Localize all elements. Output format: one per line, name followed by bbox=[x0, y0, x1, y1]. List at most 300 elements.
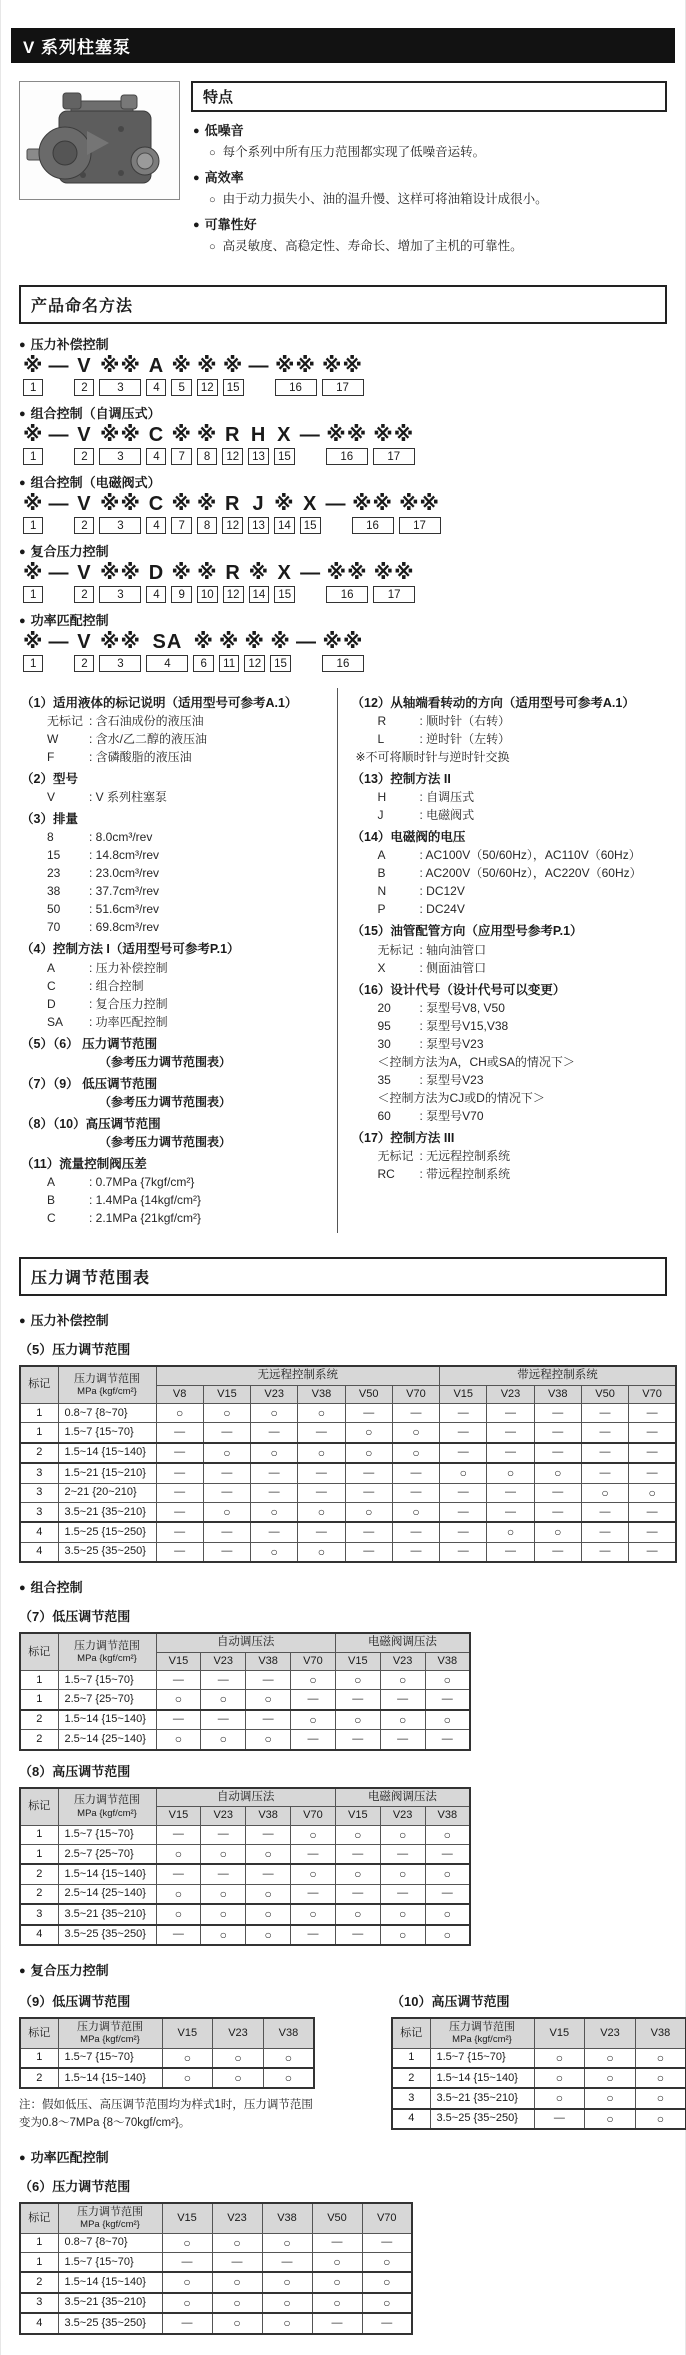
code-position-box: 1 bbox=[23, 586, 43, 603]
availability-cell: ○ bbox=[201, 1904, 246, 1924]
code-position-box bbox=[48, 655, 69, 672]
range-cell: 3.5~21 {35~210} bbox=[58, 1502, 156, 1522]
mark-cell: 1 bbox=[20, 2048, 58, 2068]
feature-label: ● 低噪音 bbox=[193, 123, 244, 138]
availability-cell: ○ bbox=[251, 1403, 298, 1422]
spec-key: J bbox=[377, 808, 384, 823]
code-unit bbox=[146, 562, 166, 603]
feature-description: ○ 高灵敏度、高稳定性、寿命长、增加了主机的可靠性。 bbox=[209, 239, 523, 253]
code-position-box: 8 bbox=[197, 517, 217, 534]
code-symbol: ※※ bbox=[373, 562, 415, 584]
availability-cell: ○ bbox=[162, 2293, 212, 2313]
availability-cell: ○ bbox=[534, 2088, 585, 2108]
code-symbol: — bbox=[300, 562, 322, 584]
availability-cell: ○ bbox=[345, 1423, 392, 1443]
model-code bbox=[23, 424, 667, 465]
availability-cell: ○ bbox=[201, 1925, 246, 1945]
code-unit bbox=[296, 631, 317, 672]
mark-cell: 2 bbox=[20, 2068, 58, 2088]
availability-cell: — bbox=[335, 1925, 380, 1945]
circle-bullet-icon: ○ bbox=[209, 147, 216, 159]
code-section-label: ● 压力补偿控制 bbox=[19, 337, 109, 352]
range-cell: 3.5~21 {35~210} bbox=[58, 1904, 156, 1924]
code-unit bbox=[171, 562, 191, 603]
availability-cell: — bbox=[156, 1864, 201, 1884]
table-body bbox=[20, 2048, 314, 2088]
availability-cell: — bbox=[380, 1730, 425, 1750]
code-symbol: ※ bbox=[196, 493, 218, 515]
code-unit bbox=[193, 631, 213, 672]
code-unit bbox=[373, 424, 415, 465]
spec-line: 30 : 泵型号V23 bbox=[377, 1036, 484, 1051]
spec-column-right bbox=[337, 688, 668, 1233]
availability-cell: — bbox=[291, 1845, 336, 1865]
code-symbol: C bbox=[148, 424, 165, 446]
table-caption: （8）高压调节范围 bbox=[19, 1763, 131, 1779]
code-unit bbox=[326, 424, 368, 465]
code-symbol: ※※ bbox=[100, 631, 141, 653]
range-cell: 3.5~25 {35~250} bbox=[58, 1925, 156, 1945]
code-unit bbox=[197, 493, 217, 534]
table-caption: （9）低压调节范围 bbox=[19, 1993, 131, 2009]
code-unit bbox=[219, 631, 239, 672]
spec-item-title: （14）电磁阀的电压 bbox=[351, 830, 466, 845]
spec-line: 无标记 : 轴向油管口 bbox=[377, 942, 487, 957]
spec-key: 无标记 bbox=[377, 942, 414, 957]
code-unit bbox=[48, 631, 69, 672]
range-cell: 3.5~25 {35~250} bbox=[58, 2313, 162, 2333]
availability-cell: ○ bbox=[392, 1443, 439, 1463]
code-unit bbox=[270, 631, 291, 672]
code-symbol: V bbox=[77, 493, 92, 515]
table-row bbox=[20, 1483, 676, 1502]
availability-cell: ○ bbox=[212, 2313, 262, 2333]
header-row bbox=[20, 2018, 314, 2048]
code-position-box: 16 bbox=[326, 448, 368, 465]
spec-line: C : 组合控制 bbox=[47, 978, 144, 993]
availability-cell: — bbox=[246, 1710, 291, 1730]
availability-cell: ○ bbox=[246, 1904, 291, 1924]
availability-cell: — bbox=[534, 1483, 581, 1502]
pressure-range-table bbox=[19, 1787, 471, 1946]
mark-cell: 1 bbox=[20, 1845, 58, 1865]
code-position-box bbox=[326, 517, 347, 534]
spec-key: A bbox=[377, 848, 386, 863]
code-unit bbox=[274, 562, 295, 603]
availability-cell: ○ bbox=[156, 1403, 203, 1422]
availability-cell: ○ bbox=[162, 2233, 212, 2252]
spec-list bbox=[19, 688, 667, 1233]
spec-line: R : 顺时针（右转） bbox=[377, 714, 511, 729]
range-header-line2: MPa {kgf/cm²} bbox=[452, 2034, 512, 2046]
availability-cell: ○ bbox=[246, 1884, 291, 1904]
features-content bbox=[191, 81, 667, 261]
availability-cell: ○ bbox=[298, 1443, 345, 1463]
spec-key: W bbox=[47, 732, 59, 747]
spec-item-title: （11）流量控制阀压差 bbox=[21, 1156, 147, 1171]
availability-cell: — bbox=[156, 1423, 203, 1443]
availability-cell: ○ bbox=[201, 1690, 246, 1710]
code-position-box: 12 bbox=[244, 655, 265, 672]
model-header-cell: V38 bbox=[425, 1807, 470, 1825]
pressure-range-table-block bbox=[19, 2176, 667, 2335]
availability-cell: ○ bbox=[425, 1710, 470, 1730]
availability-cell: — bbox=[629, 1502, 676, 1522]
availability-cell: ○ bbox=[262, 2233, 312, 2252]
pressure-range-table bbox=[19, 1632, 471, 1751]
model-header-cell: V15 bbox=[534, 2018, 585, 2048]
bullet-icon: ● bbox=[193, 172, 200, 184]
availability-cell: — bbox=[345, 1483, 392, 1502]
code-symbol: C bbox=[148, 493, 165, 515]
availability-cell: — bbox=[534, 1443, 581, 1463]
bullet-icon: ● bbox=[19, 408, 26, 420]
availability-cell: ○ bbox=[380, 1710, 425, 1730]
code-position-box: 7 bbox=[171, 448, 191, 465]
code-unit bbox=[146, 424, 166, 465]
model-header-cell: V15 bbox=[335, 1652, 380, 1670]
model-header-cell: V38 bbox=[425, 1652, 470, 1670]
group-header-cell: 自动调压法 bbox=[156, 1788, 335, 1807]
availability-cell: — bbox=[312, 2313, 362, 2333]
code-position-box: 17 bbox=[399, 517, 441, 534]
availability-cell: ○ bbox=[534, 2068, 585, 2088]
availability-cell: — bbox=[156, 1443, 203, 1463]
availability-cell: — bbox=[581, 1423, 628, 1443]
code-symbol: R bbox=[225, 493, 241, 515]
code-symbol: — bbox=[48, 493, 70, 515]
code-symbol: ※ bbox=[270, 631, 291, 653]
code-position-box: 7 bbox=[171, 517, 191, 534]
range-cell: 2.5~14 {25~140} bbox=[58, 1884, 156, 1904]
code-symbol: — bbox=[48, 424, 70, 446]
table-row bbox=[20, 1864, 470, 1884]
model-header-cell: V70 bbox=[362, 2203, 412, 2233]
spec-line: X : 侧面油管口 bbox=[377, 960, 487, 975]
spec-key: 15 bbox=[47, 848, 61, 863]
mark-cell: 4 bbox=[392, 2109, 430, 2129]
availability-cell: ○ bbox=[298, 1502, 345, 1522]
availability-cell: — bbox=[440, 1542, 487, 1562]
availability-cell: ○ bbox=[392, 1502, 439, 1522]
availability-cell: ○ bbox=[362, 2252, 412, 2272]
code-symbol: ※ bbox=[222, 355, 244, 377]
table-row bbox=[20, 2313, 412, 2333]
spec-line: ＜控制方法为CJ或D的情况下＞ bbox=[377, 1090, 545, 1105]
mark-cell: 2 bbox=[20, 1730, 58, 1750]
availability-cell: — bbox=[380, 1884, 425, 1904]
availability-cell: ○ bbox=[362, 2272, 412, 2292]
table-header bbox=[20, 2203, 412, 2233]
availability-cell: ○ bbox=[203, 1443, 250, 1463]
code-unit bbox=[171, 424, 191, 465]
code-position-box: 2 bbox=[74, 517, 94, 534]
availability-cell: ○ bbox=[203, 1403, 250, 1422]
spec-key: 50 bbox=[47, 902, 61, 917]
code-position-box: 3 bbox=[99, 448, 141, 465]
group-header-cell: 无远程控制系统 bbox=[156, 1366, 440, 1385]
circle-bullet-icon: ○ bbox=[209, 241, 216, 253]
spec-key: B bbox=[47, 1193, 56, 1207]
tables-holder bbox=[19, 1606, 667, 1946]
availability-cell: — bbox=[534, 1502, 581, 1522]
availability-cell: — bbox=[581, 1522, 628, 1542]
availability-cell: — bbox=[425, 1884, 470, 1904]
spec-line: J : 电磁阀式 bbox=[377, 808, 475, 823]
mark-header-cell: 标记 bbox=[20, 1633, 58, 1670]
availability-cell: ○ bbox=[425, 1904, 470, 1924]
availability-cell: ○ bbox=[201, 1884, 246, 1904]
range-section bbox=[19, 1310, 667, 1563]
spec-line: P : DC24V bbox=[377, 902, 465, 917]
code-symbol: V bbox=[77, 631, 92, 653]
code-position-box: 8 bbox=[197, 448, 217, 465]
range-header-cell bbox=[430, 2018, 534, 2048]
code-unit bbox=[74, 424, 94, 465]
availability-cell: — bbox=[156, 1502, 203, 1522]
code-unit bbox=[249, 562, 270, 603]
code-position-box: 4 bbox=[146, 448, 166, 465]
range-header-line2: MPa {kgf/cm²} bbox=[80, 2034, 140, 2046]
availability-cell: ○ bbox=[246, 1730, 291, 1750]
availability-cell: — bbox=[156, 1825, 201, 1844]
model-code-block bbox=[19, 541, 667, 603]
code-symbol: ※ bbox=[248, 562, 270, 584]
range-header-line2: MPa {kgf/cm²} bbox=[77, 1653, 137, 1664]
range-cell: 0.8~7 {8~70} bbox=[58, 1403, 156, 1422]
code-symbol: V bbox=[77, 562, 92, 584]
availability-cell: — bbox=[201, 1671, 246, 1690]
availability-cell: — bbox=[534, 1423, 581, 1443]
code-position-box: 9 bbox=[171, 586, 191, 603]
code-position-box: 1 bbox=[23, 379, 43, 396]
availability-cell: ○ bbox=[335, 1864, 380, 1884]
availability-cell: — bbox=[629, 1542, 676, 1562]
availability-cell: — bbox=[203, 1542, 250, 1562]
code-position-box: 15 bbox=[274, 586, 295, 603]
range-header-cell bbox=[58, 1366, 156, 1403]
table-caption: （10）高压调节范围 bbox=[391, 1993, 510, 2009]
mark-cell: 3 bbox=[20, 1463, 58, 1483]
code-symbol: ※※ bbox=[326, 424, 368, 446]
code-position-box bbox=[48, 586, 69, 603]
code-symbol: — bbox=[48, 562, 70, 584]
bullet-icon: ● bbox=[19, 2151, 26, 2164]
table-row bbox=[20, 1690, 470, 1710]
table-row bbox=[20, 1884, 470, 1904]
table-header bbox=[20, 1788, 470, 1825]
pump-illustration bbox=[25, 87, 175, 195]
code-unit bbox=[275, 355, 317, 396]
table-caption: （6）压力调节范围 bbox=[19, 2178, 131, 2194]
code-symbol: ※※ bbox=[373, 424, 415, 446]
range-header-cell bbox=[58, 2018, 162, 2048]
availability-cell: ○ bbox=[298, 1403, 345, 1422]
availability-cell: ○ bbox=[335, 1710, 380, 1730]
pressure-range-table bbox=[19, 2202, 413, 2335]
code-position-box: 2 bbox=[74, 586, 94, 603]
model-header-cell: V15 bbox=[162, 2018, 213, 2048]
availability-cell: — bbox=[156, 1671, 201, 1690]
availability-cell: — bbox=[251, 1522, 298, 1542]
range-section-label: ● 功率匹配控制 bbox=[19, 2149, 109, 2165]
availability-cell: — bbox=[203, 1463, 250, 1483]
availability-cell: — bbox=[581, 1463, 628, 1483]
model-header-cell: V15 bbox=[156, 1652, 201, 1670]
model-header-cell: V38 bbox=[534, 1385, 581, 1403]
spec-item-title: （16）设计代号（设计代号可以变更） bbox=[351, 982, 566, 997]
feature-label: ● 可靠性好 bbox=[193, 217, 257, 232]
code-position-box: 17 bbox=[322, 379, 364, 396]
code-unit bbox=[99, 424, 141, 465]
pressure-range-table-block bbox=[19, 1606, 667, 1751]
availability-cell: — bbox=[581, 1443, 628, 1463]
code-unit bbox=[99, 631, 141, 672]
model-header-cell: V23 bbox=[380, 1652, 425, 1670]
availability-cell: ○ bbox=[440, 1463, 487, 1483]
availability-cell: — bbox=[251, 1423, 298, 1443]
availability-cell: — bbox=[201, 1825, 246, 1844]
availability-cell: — bbox=[156, 1522, 203, 1542]
code-symbol: A bbox=[148, 355, 165, 377]
range-cell: 1.5~14 {15~140} bbox=[58, 2068, 162, 2088]
spec-key: R bbox=[377, 714, 387, 729]
spec-line: 35 : 泵型号V23 bbox=[377, 1072, 484, 1087]
range-cell: 3.5~21 {35~210} bbox=[430, 2088, 534, 2108]
availability-cell: ○ bbox=[212, 2272, 262, 2292]
mark-cell: 4 bbox=[20, 2313, 58, 2333]
range-cell: 1.5~7 {15~70} bbox=[58, 1825, 156, 1844]
code-section-label: ● 组合控制（自调压式） bbox=[19, 406, 161, 421]
code-position-box: 2 bbox=[74, 379, 94, 396]
mark-cell: 2 bbox=[20, 1710, 58, 1730]
availability-cell: ○ bbox=[629, 1483, 676, 1502]
spec-line: 38 : 37.7cm³/rev bbox=[47, 884, 160, 899]
model-header-cell: V38 bbox=[262, 2203, 312, 2233]
range-cell: 1.5~7 {15~70} bbox=[430, 2048, 534, 2068]
mark-cell: 4 bbox=[20, 1522, 58, 1542]
availability-cell: ○ bbox=[335, 1904, 380, 1924]
availability-cell: — bbox=[425, 1730, 470, 1750]
bullet-icon: ● bbox=[19, 1964, 26, 1977]
mark-cell: 3 bbox=[20, 2293, 58, 2313]
code-unit bbox=[23, 562, 43, 603]
pressure-range-table-block bbox=[19, 1981, 319, 2133]
feature-item bbox=[193, 167, 667, 207]
spec-line: 50 : 51.6cm³/rev bbox=[47, 902, 160, 917]
model-code-block bbox=[19, 403, 667, 465]
availability-cell: — bbox=[440, 1443, 487, 1463]
range-cell: 1.5~14 {15~140} bbox=[430, 2068, 534, 2088]
availability-cell: — bbox=[487, 1403, 534, 1422]
availability-cell: — bbox=[201, 1864, 246, 1884]
spec-key: C bbox=[47, 978, 56, 993]
code-symbol: — bbox=[48, 631, 70, 653]
code-unit bbox=[23, 631, 43, 672]
code-symbol: H bbox=[250, 424, 267, 446]
availability-cell: — bbox=[291, 1690, 336, 1710]
range-cell: 1.5~21 {15~210} bbox=[58, 1463, 156, 1483]
model-header-cell: V15 bbox=[156, 1807, 201, 1825]
availability-cell: ○ bbox=[201, 1845, 246, 1865]
mark-cell: 2 bbox=[20, 1884, 58, 1904]
code-unit bbox=[399, 493, 441, 534]
spec-item-title: （13）控制方法 II bbox=[351, 772, 451, 787]
range-cell: 1.5~14 {15~140} bbox=[58, 1710, 156, 1730]
spec-item-title: （17）控制方法 III bbox=[351, 1130, 455, 1145]
availability-cell: ○ bbox=[380, 1864, 425, 1884]
mark-cell: 2 bbox=[20, 1443, 58, 1463]
code-unit bbox=[74, 493, 94, 534]
code-position-box bbox=[300, 586, 321, 603]
header-row bbox=[392, 2018, 686, 2048]
code-symbol: ※ bbox=[23, 631, 44, 653]
code-unit bbox=[274, 493, 295, 534]
range-cell: 3.5~21 {35~210} bbox=[58, 2293, 162, 2313]
availability-cell: — bbox=[335, 1690, 380, 1710]
code-position-box: 3 bbox=[99, 379, 141, 396]
availability-cell: — bbox=[581, 1502, 628, 1522]
spec-key: F bbox=[47, 750, 55, 765]
code-symbol: X bbox=[277, 562, 292, 584]
availability-cell: — bbox=[629, 1443, 676, 1463]
availability-cell: ○ bbox=[246, 1690, 291, 1710]
code-section-label: ● 组合控制（电磁阀式） bbox=[19, 475, 161, 490]
table-footnote: 注：假如低压、高压调节范围均为样式1时，压力调节范围变为0.8～7MPa {8～70kgf/cm²}。 bbox=[19, 2099, 313, 2130]
spec-line: A : 0.7MPa {7kgf/cm²} bbox=[47, 1175, 195, 1189]
code-position-box: 4 bbox=[146, 379, 166, 396]
availability-cell: ○ bbox=[335, 1825, 380, 1844]
availability-cell: — bbox=[345, 1463, 392, 1483]
table-row bbox=[20, 1671, 470, 1690]
availability-cell: — bbox=[345, 1522, 392, 1542]
availability-cell: ○ bbox=[380, 1904, 425, 1924]
naming-section-title: 产品命名方法 bbox=[19, 285, 667, 324]
availability-cell: — bbox=[629, 1522, 676, 1542]
availability-cell: — bbox=[212, 2252, 262, 2272]
range-cell: 1.5~25 {15~250} bbox=[58, 1522, 156, 1542]
code-unit bbox=[48, 355, 69, 396]
availability-cell: — bbox=[251, 1463, 298, 1483]
spec-line: （参考压力调节范围表） bbox=[99, 1134, 232, 1149]
availability-cell: — bbox=[298, 1522, 345, 1542]
availability-cell: — bbox=[156, 1925, 201, 1945]
availability-cell: ○ bbox=[251, 1443, 298, 1463]
availability-cell: — bbox=[487, 1502, 534, 1522]
model-header-cell: V70 bbox=[392, 1385, 439, 1403]
bullet-icon: ● bbox=[19, 339, 26, 351]
group-header-cell: 带远程控制系统 bbox=[440, 1366, 676, 1385]
features-list bbox=[191, 120, 667, 254]
availability-cell: ○ bbox=[212, 2233, 262, 2252]
availability-cell: — bbox=[440, 1502, 487, 1522]
code-unit bbox=[249, 355, 270, 396]
code-symbol: ※※ bbox=[399, 493, 440, 515]
model-header-cell: V23 bbox=[251, 1385, 298, 1403]
spec-line: RC : 带远程控制系统 bbox=[377, 1166, 511, 1181]
availability-cell: — bbox=[440, 1483, 487, 1502]
spec-line: D : 复合压力控制 bbox=[47, 996, 168, 1011]
range-section-title: 压力调节范围表 bbox=[19, 1257, 667, 1296]
availability-cell: ○ bbox=[335, 1671, 380, 1690]
code-unit bbox=[322, 355, 364, 396]
code-position-box: 1 bbox=[23, 655, 43, 672]
availability-cell: ○ bbox=[392, 1423, 439, 1443]
availability-cell: — bbox=[345, 1403, 392, 1422]
bullet-icon: ● bbox=[19, 1582, 26, 1595]
table-body bbox=[20, 2233, 412, 2333]
model-header-cell: V50 bbox=[312, 2203, 362, 2233]
